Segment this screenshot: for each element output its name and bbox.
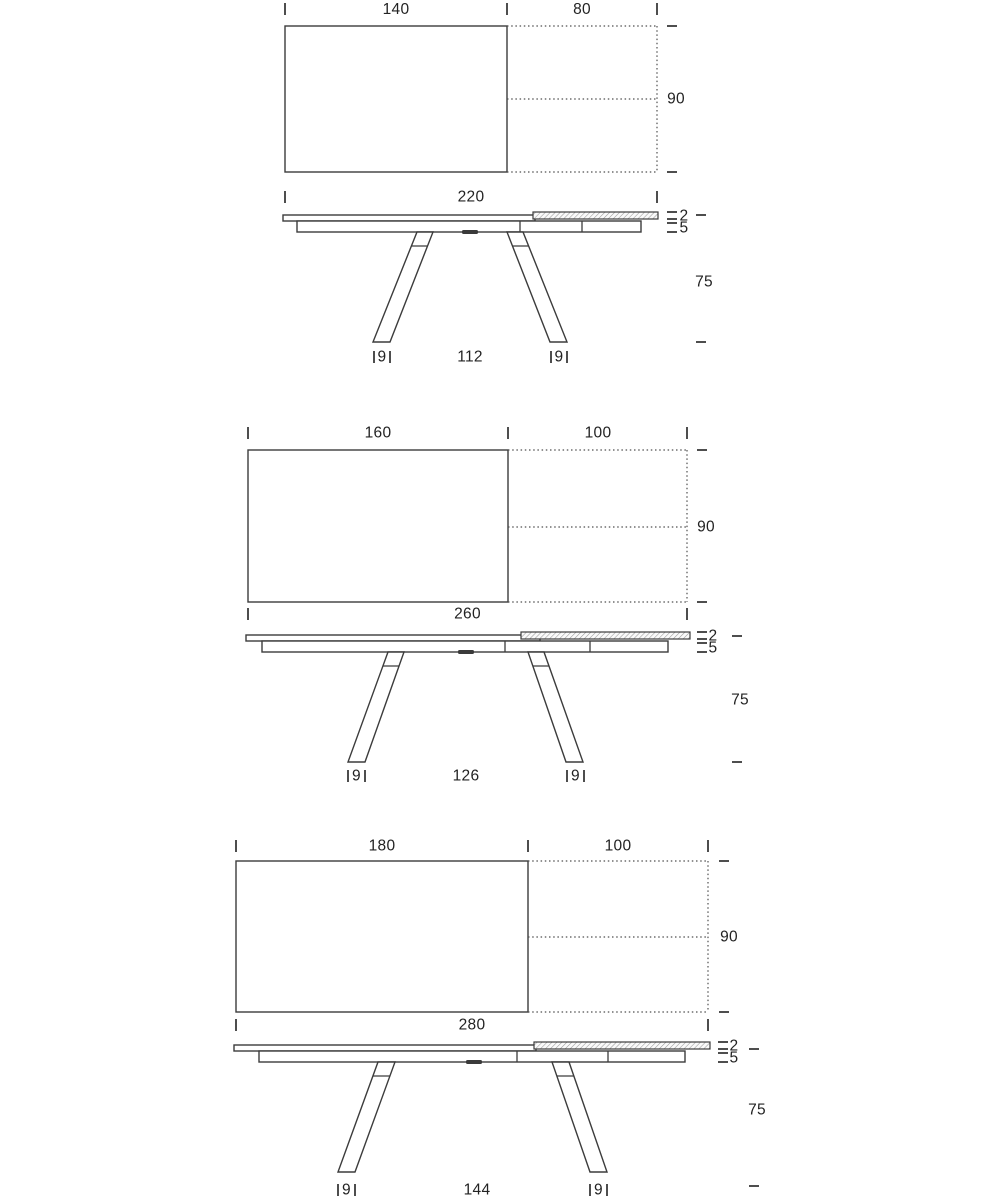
total-length-label: 220 xyxy=(457,188,485,206)
right-leg xyxy=(507,232,567,342)
leg-spacing-label: 144 xyxy=(463,1181,491,1199)
left-leg xyxy=(338,1062,395,1172)
drawing-table-260 xyxy=(246,425,749,785)
leg-width-label: 9 xyxy=(571,767,580,785)
top-thickness-label: 2 xyxy=(708,627,718,645)
closed-length-label: 140 xyxy=(382,1,410,18)
extension-length-label: 100 xyxy=(584,424,612,442)
right-leg xyxy=(528,652,583,762)
tabletop-slab xyxy=(246,635,540,641)
top-view-220 xyxy=(285,1,685,206)
left-leg xyxy=(373,232,433,342)
slide-mechanism xyxy=(466,1060,482,1064)
leg-width-label: 9 xyxy=(594,1181,603,1199)
depth-label: 90 xyxy=(667,90,685,108)
frame-thickness-label: 5 xyxy=(708,639,718,657)
total-length-label: 260 xyxy=(454,605,481,623)
top-thickness-label: 2 xyxy=(679,207,689,225)
slide-mechanism xyxy=(462,230,478,234)
closed-length-label: 180 xyxy=(368,837,396,855)
leg-spacing-label: 112 xyxy=(457,348,483,366)
extension-length-label: 100 xyxy=(604,837,632,855)
slide-mechanism xyxy=(458,650,474,654)
frame-thickness-label: 5 xyxy=(679,219,689,237)
leg-width-label: 9 xyxy=(377,348,387,366)
drawing-table-280 xyxy=(234,838,766,1199)
leg-width-label: 9 xyxy=(554,348,564,366)
height-label: 75 xyxy=(695,273,713,291)
depth-label: 90 xyxy=(697,518,715,536)
closed-length-label: 160 xyxy=(364,424,392,442)
extension-leaf xyxy=(521,632,690,639)
height-label: 75 xyxy=(748,1101,766,1119)
left-leg xyxy=(348,652,404,762)
tabletop-outline xyxy=(285,26,507,172)
height-label: 75 xyxy=(731,691,749,709)
tabletop-slab xyxy=(234,1045,536,1051)
total-length-label: 280 xyxy=(458,1016,486,1034)
tabletop-outline xyxy=(248,450,508,602)
drawing-table-220 xyxy=(283,1,713,366)
leg-width-label: 9 xyxy=(352,767,361,785)
frame-thickness-label: 5 xyxy=(729,1049,739,1067)
extension-leaf xyxy=(534,1042,710,1049)
tabletop-slab xyxy=(283,215,535,221)
leg-spacing-label: 126 xyxy=(452,767,480,785)
top-thickness-label: 2 xyxy=(729,1037,739,1055)
extension-leaf xyxy=(533,212,658,219)
side-view-260 xyxy=(246,628,749,785)
side-view-220 xyxy=(283,208,713,366)
depth-label: 90 xyxy=(720,928,738,946)
side-view-280 xyxy=(234,1038,766,1199)
right-leg xyxy=(552,1062,607,1172)
tabletop-outline xyxy=(236,861,528,1012)
extension-length-label: 80 xyxy=(573,1,591,18)
top-view-280 xyxy=(236,838,738,1034)
leg-width-label: 9 xyxy=(342,1181,351,1199)
top-view-260 xyxy=(248,425,715,623)
